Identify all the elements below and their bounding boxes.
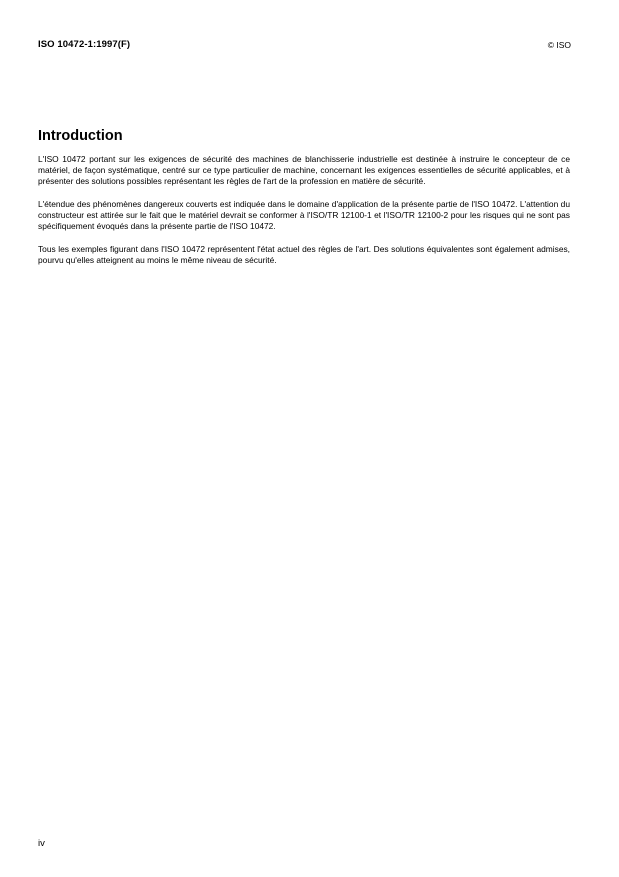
document-identifier: ISO 10472-1:1997(F) (38, 39, 131, 50)
page-number: iv (38, 838, 45, 849)
copyright-notice: © ISO (547, 40, 571, 50)
section-title: Introduction (38, 128, 123, 144)
paragraph-scope: L'ISO 10472 portant sur les exigences de sécurité des machines de blanchisserie industrielle est destinée à instruire le concepteur de ce matériel, de façon systématique, centré sur ce type particulier de machine, concernant les exigences essentielles de sécurité applicables, et à présenter des solutions possibles représentant les règles de l'art de la profession en matière de sécurité. (38, 154, 570, 186)
paragraph-examples: Tous les exemples figurant dans l'ISO 10472 représentent l'état actuel des règles de l'art. Des solutions équivalentes sont également admises, pourvu qu'elles atteignent au moins le même niveau de sécurité. (38, 244, 570, 265)
paragraph-hazards: L'étendue des phénomènes dangereux couverts est indiquée dans le domaine d'application de la présente partie de l'ISO 10472. L'attention du constructeur est attirée sur le fait que le matériel devrait se conformer à l'ISO/TR 12100-1 et l'ISO/TR 12100-2 pour les risques qui ne sont pas spécifiquement évoqués dans la présente partie de l'ISO 10472. (38, 199, 570, 231)
introduction-body (38, 154, 570, 278)
